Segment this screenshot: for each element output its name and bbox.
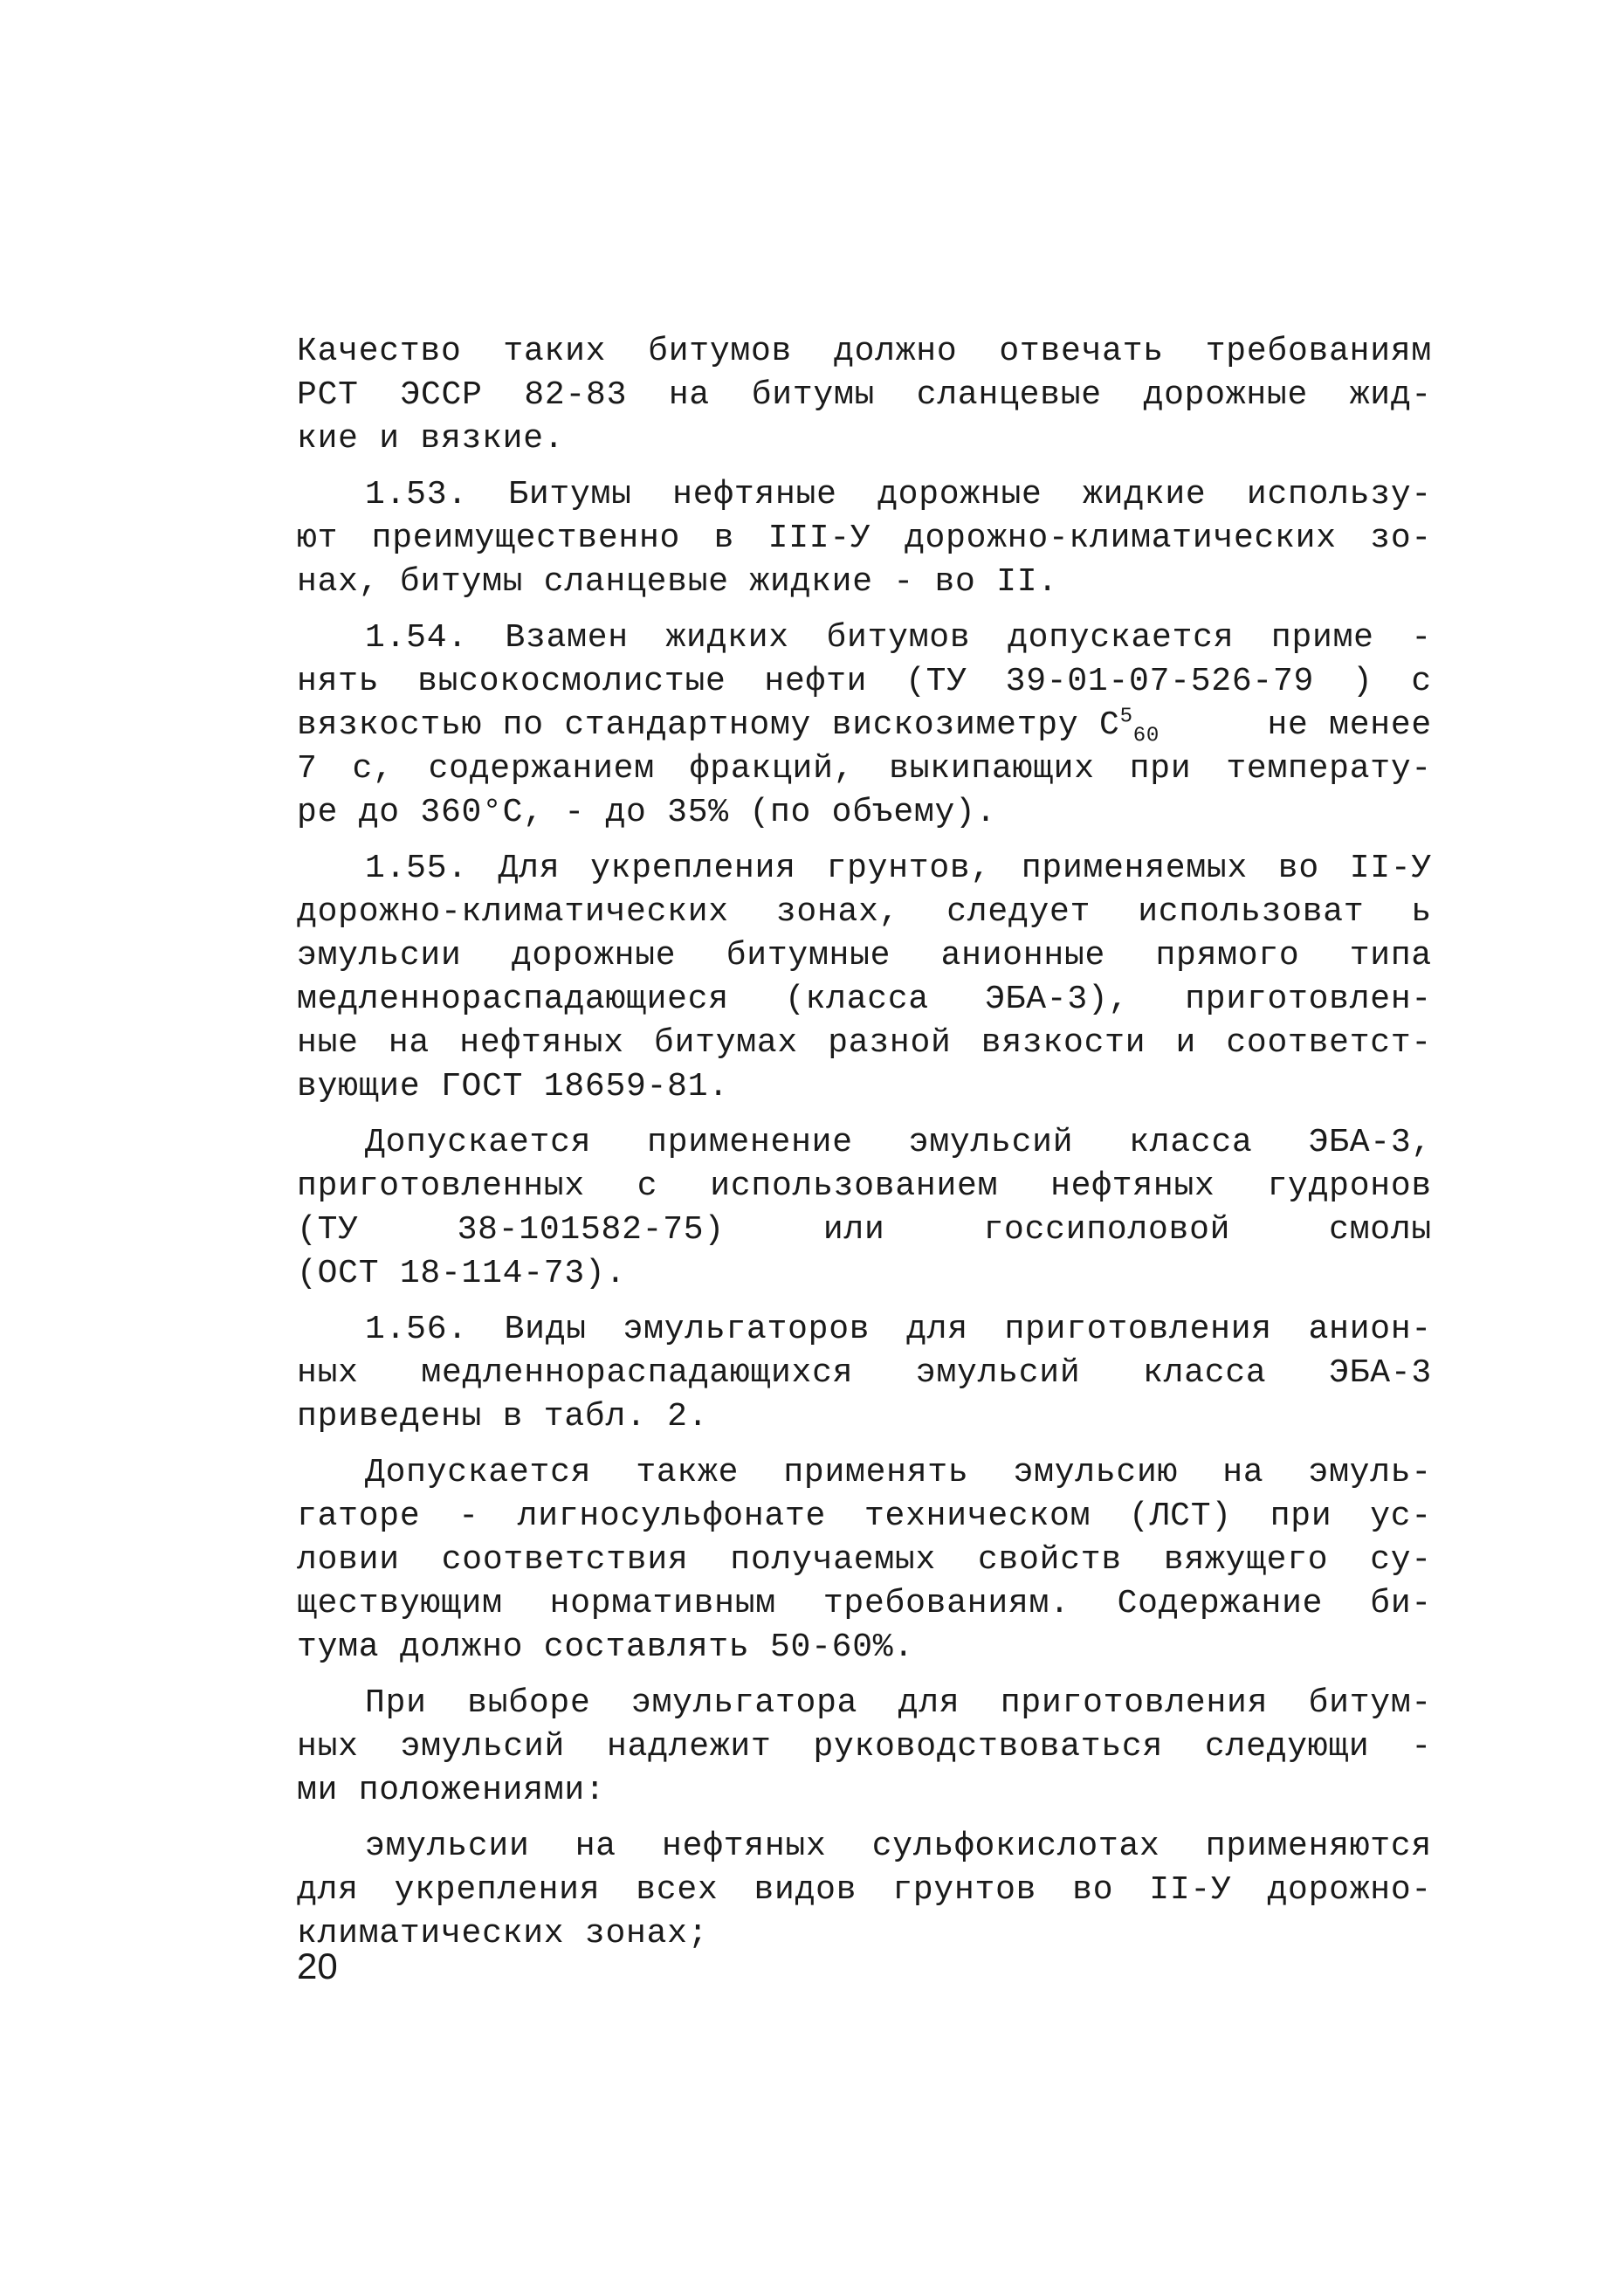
paragraph-lst bbox=[297, 1451, 1432, 1670]
text-line: тума должно составлять 50-60%. bbox=[297, 1628, 914, 1666]
text-line: медленнораспадающиеся (класса ЭБА-3), приготовлен- bbox=[297, 981, 1432, 1018]
viscometer-index bbox=[1120, 704, 1160, 747]
text-line: эмульсии дорожные битумные анионные прямого типа bbox=[297, 937, 1432, 974]
paragraph-1-55 bbox=[297, 847, 1432, 1109]
text-line: ных медленнораспадающихся эмульсий класса ЭБА-3 bbox=[297, 1354, 1432, 1392]
text-line: ловии соответствия получаемых свойств вяжущего су- bbox=[297, 1541, 1432, 1579]
viscometer-label: вязкостью по стандартному вискозиметру C bbox=[297, 706, 1120, 744]
text-line: ре до 360°С, - до 35% (по объему). bbox=[297, 794, 997, 831]
text-line: ные на нефтяных битумах разной вязкости и соответст- bbox=[297, 1024, 1432, 1062]
text-line: ют преимущественно в III-У дорожно-климатических зо- bbox=[297, 520, 1432, 557]
paragraph-1-54 bbox=[297, 616, 1432, 835]
paragraph-emulsifier-choice bbox=[297, 1682, 1432, 1813]
text-line: Допускается применение эмульсий класса ЭБА-3, bbox=[365, 1124, 1432, 1161]
text-line: приготовленных с использованием нефтяных гудронов bbox=[297, 1167, 1432, 1205]
text-line: приведены в табл. 2. bbox=[297, 1398, 709, 1436]
text-line: (ТУ 38-101582-75) или госсиполовой смолы bbox=[297, 1211, 1432, 1249]
text-line: вующие ГОСТ 18659-81. bbox=[297, 1068, 729, 1105]
paragraph-1-56 bbox=[297, 1308, 1432, 1439]
text-line: 1.53. Битумы нефтяные дорожные жидкие использу- bbox=[365, 476, 1432, 513]
viscometer-sub: 60 bbox=[1132, 724, 1160, 748]
paragraph-bitumen-quality bbox=[297, 330, 1432, 461]
viscometer-text bbox=[297, 704, 1160, 747]
text-line: кие и вязкие. bbox=[297, 420, 565, 458]
paragraph-1-53 bbox=[297, 473, 1432, 604]
text-line: нять высокосмолистые нефти (ТУ 39-01-07-526-79 ) с bbox=[297, 663, 1432, 700]
viscometer-tail: не менее bbox=[1267, 706, 1432, 744]
text-line: эмульсии на нефтяных сульфокислотах применяются bbox=[365, 1828, 1432, 1865]
text-line: 1.54. Взамен жидких битумов допускается приме - bbox=[365, 619, 1432, 657]
document-body bbox=[297, 330, 1432, 1956]
text-line: для укрепления всех видов грунтов во II-У дорожно- bbox=[297, 1871, 1432, 1909]
text-line: При выборе эмульгатора для приготовления битум- bbox=[365, 1684, 1432, 1722]
page-number: 20 bbox=[297, 1945, 338, 1986]
paragraph-eba3-allowed bbox=[297, 1121, 1432, 1296]
paragraph-sulfonic-acids bbox=[297, 1825, 1432, 1956]
text-line: 1.55. Для укрепления грунтов, применяемых во II-У bbox=[365, 850, 1432, 887]
text-line: гаторе - лигносульфонате техническом (ЛСТ) при ус- bbox=[297, 1498, 1432, 1535]
text-line: дорожно-климатических зонах, следует использоват ь bbox=[297, 893, 1432, 931]
text-line: Допускается также применять эмульсию на эмуль- bbox=[365, 1454, 1432, 1491]
text-line: нах, битумы сланцевые жидкие - во II. bbox=[297, 563, 1058, 601]
text-line-viscometer bbox=[297, 704, 1432, 747]
text-line: климатических зонах; bbox=[297, 1915, 709, 1952]
text-line: ных эмульсий надлежит руководствоваться следующи - bbox=[297, 1728, 1432, 1766]
text-line: ми положениями: bbox=[297, 1772, 606, 1809]
text-line: 7 с, содержанием фракций, выкипающих при температу- bbox=[297, 750, 1432, 788]
text-line: РСТ ЭССР 82-83 на битумы сланцевые дорожные жид- bbox=[297, 376, 1432, 414]
text-line: Качество таких битумов должно отвечать требованиям bbox=[297, 333, 1432, 370]
viscometer-sup: 5 bbox=[1119, 705, 1133, 729]
text-line: 1.56. Виды эмульгаторов для приготовления анион- bbox=[365, 1311, 1432, 1348]
text-line: (ОСТ 18-114-73). bbox=[297, 1255, 627, 1292]
text-line: ществующим нормативным требованиям. Содержание би- bbox=[297, 1585, 1432, 1622]
